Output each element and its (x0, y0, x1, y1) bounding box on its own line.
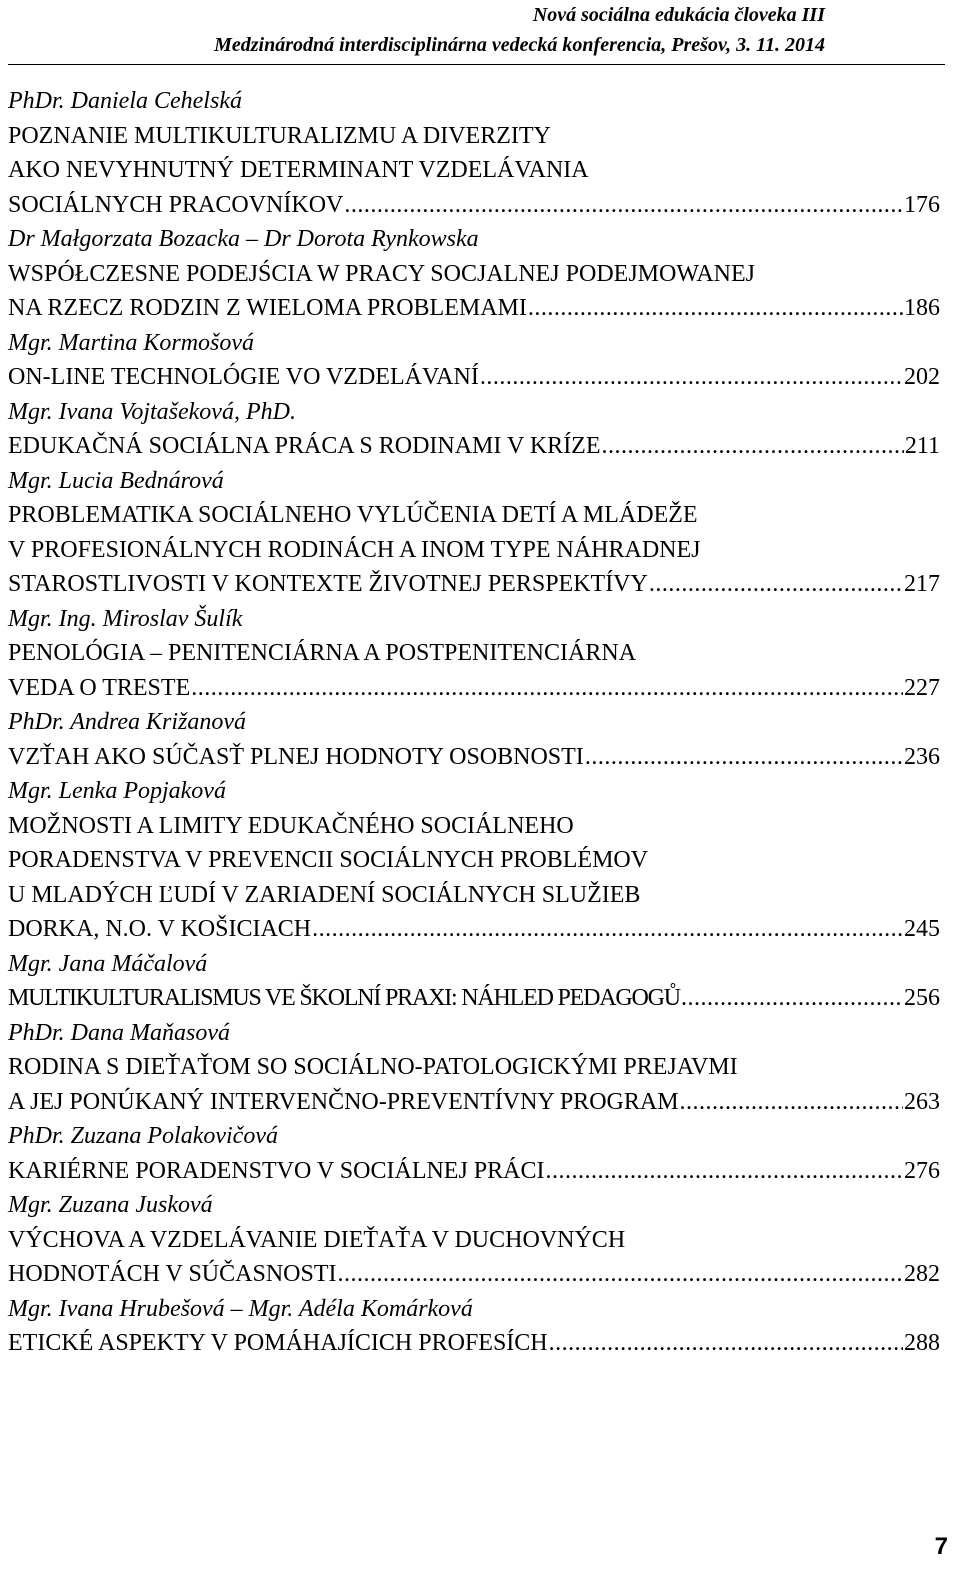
toc-page-number: 217 (904, 571, 940, 597)
toc-title-last-line (8, 981, 940, 1016)
page-number: 7 (934, 1533, 948, 1560)
toc-page-number: 202 (904, 364, 940, 390)
toc-entry[interactable] (8, 947, 940, 1016)
table-of-contents (8, 84, 940, 1361)
toc-title-text: A JEJ PONÚKANÝ INTERVENČNO-PREVENTÍVNY PROGRAM (8, 1088, 679, 1115)
toc-title-last-line (8, 567, 940, 602)
toc-title-last-line (8, 188, 940, 223)
dot-leader (191, 671, 903, 706)
toc-title-text: VEDA O TRESTE (8, 674, 191, 701)
dot-leader (585, 740, 903, 775)
toc-title-line: PORADENSTVA V PREVENCII SOCIÁLNYCH PROBLÉMOV (8, 847, 649, 873)
toc-entry[interactable] (8, 1188, 940, 1292)
toc-page-number: 245 (904, 916, 940, 942)
toc-page-number: 276 (904, 1157, 940, 1184)
dot-leader (528, 291, 903, 326)
toc-author: PhDr. Zuzana Polakovičová (8, 1123, 278, 1149)
toc-author: Mgr. Jana Máčalová (8, 950, 208, 977)
toc-title-last-line (8, 1326, 940, 1361)
toc-title-line: AKO NEVYHNUTNÝ DETERMINANT VZDELÁVANIA (8, 157, 589, 183)
toc-title-text: KARIÉRNE PORADENSTVO V SOCIÁLNEJ PRÁCI (8, 1157, 545, 1184)
toc-entry[interactable] (8, 1292, 940, 1361)
toc-title-line: MOŽNOSTI A LIMITY EDUKAČNÉHO SOCIÁLNEHO (8, 812, 574, 839)
toc-title-text: NA RZECZ RODZIN Z WIELOMA PROBLEMAMI (8, 295, 527, 321)
toc-title-line: RODINA S DIEŤAŤOM SO SOCIÁLNO-PATOLOGICKÝMI PREJAVMI (8, 1054, 738, 1080)
toc-entry[interactable] (8, 395, 940, 464)
toc-author: Mgr. Ivana Hrubešová – Mgr. Adéla Komárková (8, 1295, 473, 1322)
toc-author: Dr Małgorzata Bozacka – Dr Dorota Rynkowska (8, 226, 479, 252)
toc-title-last-line (8, 671, 940, 706)
dot-leader (344, 188, 903, 223)
toc-title-line: POZNANIE MULTIKULTURALIZMU A DIVERZITY (8, 122, 551, 149)
toc-title-last-line (8, 1085, 940, 1120)
toc-page-number: 186 (904, 295, 940, 321)
running-header (5, 0, 825, 60)
toc-entry[interactable] (8, 774, 940, 947)
dot-leader (681, 981, 903, 1016)
toc-page-number: 211 (904, 433, 940, 459)
toc-entry[interactable] (8, 1119, 940, 1188)
toc-author: Mgr. Ing. Miroslav Šulík (8, 605, 243, 632)
toc-entry[interactable] (8, 84, 940, 222)
toc-page-number: 282 (904, 1261, 940, 1287)
dot-leader (549, 1326, 903, 1361)
toc-title-text: DORKA, N.O. V KOŠICIACH (8, 916, 312, 942)
toc-title-text: EDUKAČNÁ SOCIÁLNA PRÁCA S RODINAMI V KRÍZE (8, 433, 601, 459)
dot-leader (480, 360, 903, 395)
toc-title-last-line (8, 1257, 940, 1292)
toc-title-line: V PROFESIONÁLNYCH RODINÁCH A INOM TYPE NÁHRADNEJ (8, 536, 701, 563)
toc-entry[interactable] (8, 464, 940, 602)
toc-entry[interactable] (8, 602, 940, 706)
dot-leader (546, 1154, 904, 1189)
dot-leader (680, 1085, 903, 1120)
toc-title-line: VÝCHOVA A VZDELÁVANIE DIEŤAŤA V DUCHOVNÝCH (8, 1226, 626, 1253)
toc-page-number: 236 (904, 743, 940, 770)
dot-leader (338, 1257, 904, 1292)
header-rule (8, 64, 945, 65)
toc-title-last-line (8, 429, 940, 464)
toc-author: Mgr. Zuzana Jusková (8, 1192, 213, 1218)
toc-title-text: STAROSTLIVOSTI V KONTEXTE ŽIVOTNEJ PERSPEKTÍVY (8, 571, 648, 597)
toc-author: PhDr. Daniela Cehelská (8, 88, 242, 114)
toc-page-number: 176 (904, 191, 940, 218)
toc-author: Mgr. Lucia Bednárová (8, 467, 224, 494)
toc-title-text: ON-LINE TECHNOLÓGIE VO VZDELÁVANÍ (8, 364, 479, 390)
toc-title-line: U MLADÝCH ĽUDÍ V ZARIADENÍ SOCIÁLNYCH SLUŽIEB (8, 881, 641, 908)
toc-title-last-line (8, 1154, 940, 1189)
toc-page-number: 256 (904, 985, 940, 1011)
dot-leader (649, 567, 903, 602)
toc-author: PhDr. Dana Maňasová (8, 1019, 230, 1046)
toc-page-number: 227 (904, 674, 940, 701)
toc-title-text: HODNOTÁCH V SÚČASNOSTI (8, 1261, 337, 1287)
toc-entry[interactable] (8, 705, 940, 774)
toc-author: PhDr. Andrea Križanová (8, 709, 247, 735)
dot-leader (602, 429, 904, 464)
toc-title-last-line (8, 360, 940, 395)
toc-title-line: PENOLÓGIA – PENITENCIÁRNA A POSTPENITENCIÁRNA (8, 640, 637, 666)
toc-title-last-line (8, 291, 940, 326)
toc-author: Mgr. Lenka Popjaková (8, 778, 226, 804)
toc-author: Mgr. Ivana Vojtašeková, PhD. (8, 398, 296, 425)
toc-title-line: PROBLEMATIKA SOCIÁLNEHO VYLÚČENIA DETÍ A MLÁDEŽE (8, 502, 698, 528)
toc-author: Mgr. Martina Kormošová (8, 329, 255, 356)
toc-title-text: VZŤAH AKO SÚČASŤ PLNEJ HODNOTY OSOBNOSTI (8, 743, 584, 770)
header-subtitle: Medzinárodná interdisciplinárna vedecká konferencia, Prešov, 3. 11. 2014 (214, 34, 825, 56)
toc-title-text: SOCIÁLNYCH PRACOVNÍKOV (8, 191, 344, 218)
toc-title-line: WSPÓŁCZESNE PODEJŚCIA W PRACY SOCJALNEJ PODEJMOWANEJ (8, 260, 755, 287)
toc-entry[interactable] (8, 1016, 940, 1120)
toc-entry[interactable] (8, 222, 940, 326)
toc-title-text: ETICKÉ ASPEKTY V POMÁHAJÍCICH PROFESÍCH (8, 1330, 548, 1356)
toc-title-text: MULTIKULTURALISMUS VE ŠKOLNÍ PRAXI: NÁHLED PEDAGOGŮ (8, 985, 680, 1011)
toc-entry[interactable] (8, 326, 940, 395)
toc-page-number: 263 (904, 1088, 940, 1115)
toc-title-last-line (8, 740, 940, 775)
toc-title-last-line (8, 912, 940, 947)
dot-leader (312, 912, 903, 947)
header-title: Nová sociálna edukácia človeka III (532, 4, 825, 26)
toc-page-number: 288 (904, 1330, 940, 1356)
